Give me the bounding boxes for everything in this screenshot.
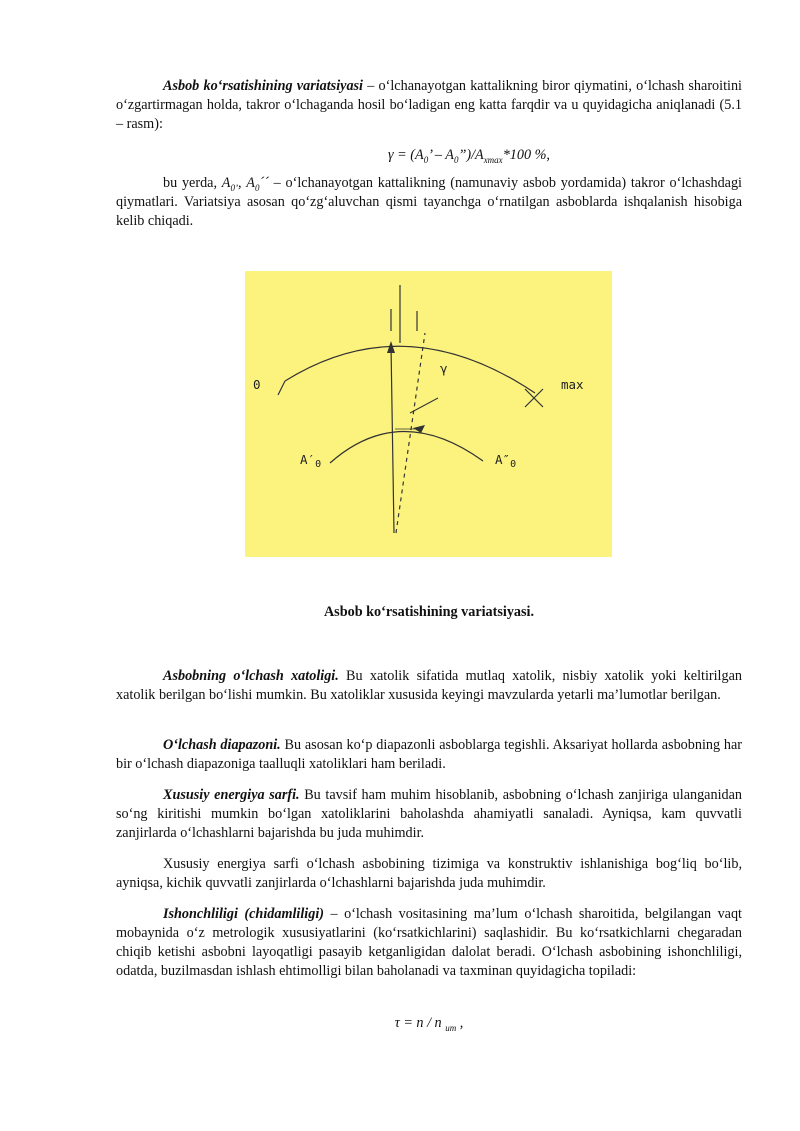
range-heading: O‘lchash diapazoni. — [163, 737, 281, 753]
reliability-heading: Ishonchliligi (chidamliligi) — [163, 906, 325, 922]
zero-tick — [278, 381, 285, 395]
label-max: max — [561, 377, 584, 392]
error-paragraph — [116, 667, 742, 705]
formula-part: ’ – — [428, 147, 446, 163]
variation-diagram — [245, 271, 612, 557]
formula-part: ”)/ — [458, 147, 476, 163]
error-text: Bu xatolik sifatida mutlaq xatolik, nisbiy xatolik yoki keltirilgan xatolik berilgan bo‘lishi mumkin. Bu xatoliklar xususida keyingi mavzularda yetarli ma’lumotlar berilgan. — [116, 668, 742, 703]
formula2-sub: um — [445, 1022, 457, 1033]
pointer-solid — [391, 345, 394, 533]
energy-paragraph — [116, 786, 742, 843]
label-gamma: γ — [440, 361, 448, 376]
where-mark: ´´ — [259, 175, 269, 191]
where-sep: , — [237, 175, 247, 191]
formula-sub: 0 — [423, 154, 429, 165]
formula-part: *100 %, — [502, 147, 550, 163]
formula2-tail: , — [456, 1015, 464, 1031]
label-a2-sub: 0 — [510, 459, 517, 470]
label-a2 — [495, 452, 516, 470]
formula-part: = ( — [393, 147, 416, 163]
where-text: – o‘lchanayotgan kattalikning (namunaviy asbob yordamida) takror o‘lchashdagi qiymatlari. Variatsiya asosan qo‘zg‘aluvchan qismi tayanchga o‘rnatilgan asboblarda ishqalanish hisobiga kelib chiqadi. — [116, 175, 742, 229]
error-heading: Asbobning o‘lchash xatoligi. — [163, 668, 339, 684]
formula-part: A — [475, 147, 484, 163]
reliability-text: – o‘lchash vositasining ma’lum o‘lchash sharoitida, belgilangan vaqt mobaynida o‘z metrologik xususiyatlarini (ko‘rsatkichlarini) saqlashidir. Bu ko‘rsatkichlarni chegaradan chiqib ketishi asbobni layoqatligi pasayib ketganligidan dalolat beradi. O‘lchash asbobining ishonchliligi, odatda, buzilmasdan ishlash ehtimolligi bilan baholanadi va taxminan quyidagicha topiladi: — [116, 906, 743, 979]
formula-part: A — [415, 147, 424, 163]
intro-heading: Asbob ko‘rsatishining variatsiyasi — [163, 78, 364, 94]
variation-figure — [245, 271, 612, 557]
formula2-tau: τ — [394, 1015, 400, 1031]
label-a1 — [300, 452, 321, 470]
label-a2-main: A″ — [495, 452, 511, 467]
formula-sub: xmax — [483, 154, 503, 165]
energy-heading: Xususiy energiya sarfi. — [163, 787, 300, 803]
where-lead: bu yerda, — [163, 175, 222, 191]
energy-text: Bu tavsif ham muhim hisoblanib, asbobning o‘lchash zanjiriga ulanganidan so‘ng kiritishi mumkin bo‘lgan xatoliklarini baholashda ahamiyatli sanaladi. Ayniqsa, kam quvvatli zanjirlarda o‘lchashlarni bajarishda bu juda muhimdir. — [116, 787, 742, 841]
formula-sub: 0 — [453, 154, 459, 165]
formula-part: A — [445, 147, 454, 163]
figure-caption: Asbob ko‘rsatishining variatsiyasi. — [323, 604, 535, 620]
reliability-formula — [116, 1014, 742, 1033]
range-paragraph — [116, 736, 742, 774]
where-symbol: A — [221, 175, 231, 191]
range-text: Bu asosan ko‘p diapazonli asboblarga tegishli. Aksariyat hollarda asbobning har bir o‘lchash diapazoniga taalluqli xatoliklari ham beriladi. — [116, 737, 742, 772]
reliability-paragraph — [116, 905, 742, 981]
where-symbol: A — [246, 175, 255, 191]
label-a1-main: A′ — [300, 452, 316, 467]
intro-paragraph — [116, 77, 742, 134]
energy2-paragraph: Xususiy energiya sarfi o‘lchash asbobining tizimiga va konstruktiv ishlanishiga bog‘liq bo‘lib, ayniqsa, kichik quvvatli zanjirlarda o‘lchashlarni bajarishda juda muhimdir. — [116, 856, 742, 891]
where-sub: 0 — [254, 182, 260, 193]
where-paragraph — [116, 174, 742, 231]
formula2-mid: = n / n — [399, 1015, 446, 1031]
label-a1-sub: 0 — [315, 459, 322, 470]
formula-gamma: γ — [388, 147, 394, 163]
label-zero: 0 — [253, 377, 261, 392]
variation-formula — [116, 146, 782, 165]
intro-text: – o‘lchanayotgan kattalikning biror qiymatini, o‘lchash sharoitini o‘zgartirmagan holda, takror o‘lchaganda hosil bo‘ladigan eng katta farqdir va u quyidagicha aniqlanadi (5.1 – rasm): — [116, 78, 743, 132]
scale-arc — [285, 346, 535, 393]
where-sub: 0’ — [230, 182, 238, 193]
